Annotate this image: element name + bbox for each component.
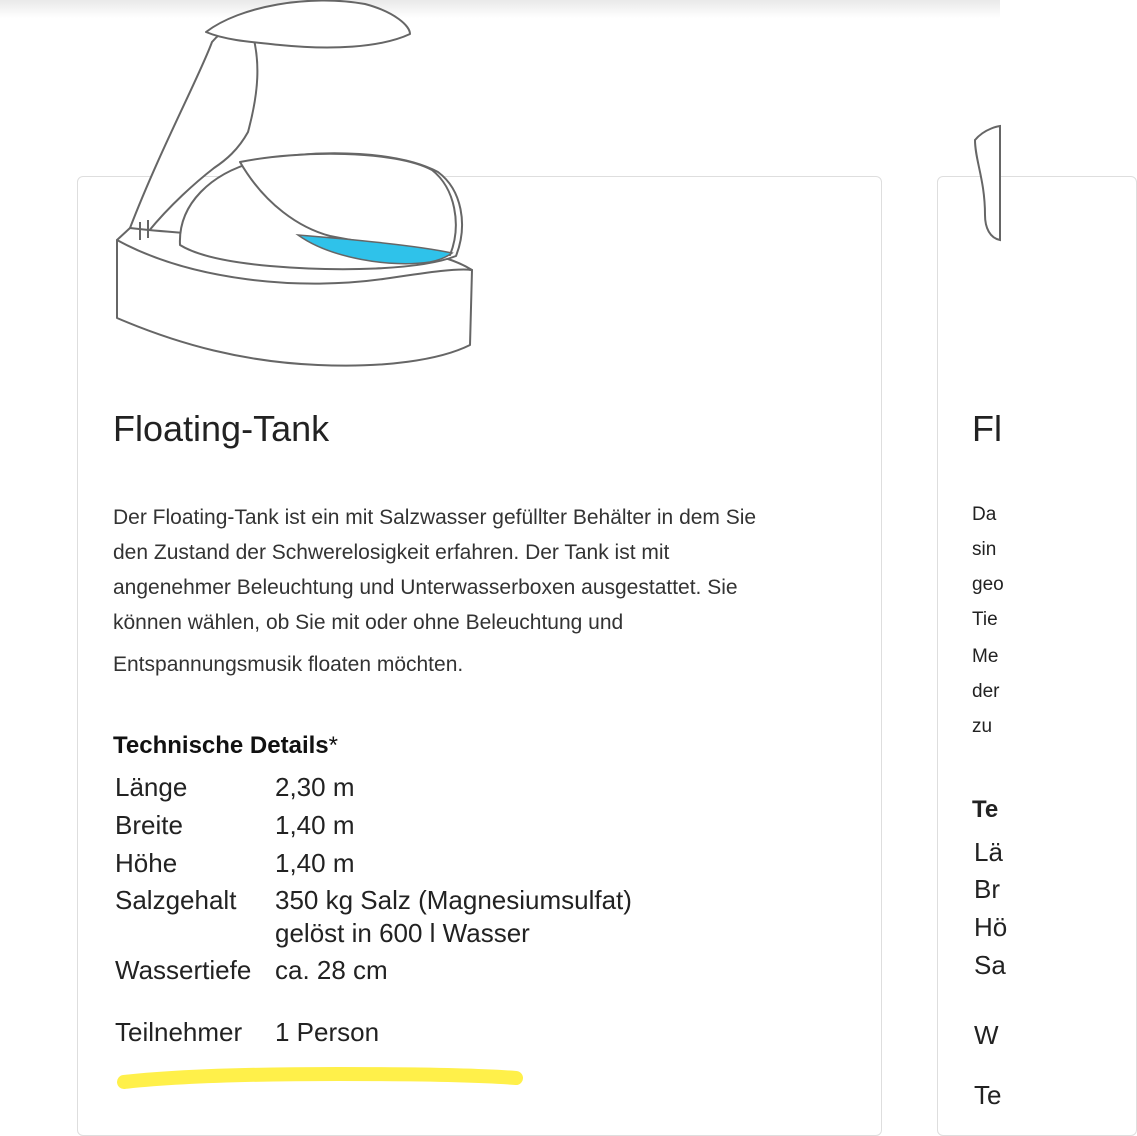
technical-details-heading-text: Technische Details (113, 732, 329, 759)
next-card-description-line: Tie (972, 609, 998, 630)
spec-label-salzgehalt: Salzgehalt (115, 885, 237, 915)
next-card-spec-label: W (974, 1020, 999, 1050)
next-card-description-line: sin (972, 539, 997, 560)
technical-details-asterisk: * (328, 732, 338, 759)
floating-tank-illustration-icon (0, 0, 1000, 400)
spec-value-laenge: 2,30 m (275, 772, 355, 802)
next-card-description-line: geo (972, 574, 1004, 595)
spec-value-teilnehmer: 1 Person (275, 1017, 380, 1047)
next-card-details-heading: Te (972, 796, 999, 823)
description-line: können wählen, ob Sie mit oder ohne Beleuchtung und (113, 611, 624, 634)
next-card-spec-label: Lä (974, 837, 1003, 867)
spec-label-breite: Breite (115, 810, 183, 840)
next-card-spec-label: Sa (974, 950, 1006, 980)
next-card-spec-label: Te (974, 1080, 1002, 1110)
spec-label-hoehe: Höhe (115, 848, 178, 878)
next-card-description-line: der (972, 681, 1000, 702)
spec-label-teilnehmer: Teilnehmer (115, 1017, 243, 1047)
next-card-description-line: Me (972, 646, 999, 667)
next-card-spec-label: Hö (974, 912, 1008, 942)
description-line: angenehmer Beleuchtung und Unterwasserboxen ausgestattet. Sie (113, 576, 738, 599)
next-card-title: Fl (972, 408, 1002, 449)
highlighter-mark (118, 1068, 524, 1090)
spec-value-salzgehalt: 350 kg Salz (Magnesiumsulfat) (275, 885, 632, 915)
card-title: Floating-Tank (113, 408, 330, 449)
next-card-description-line: zu (972, 716, 993, 737)
description-line: den Zustand der Schwerelosigkeit erfahren. Der Tank ist mit (113, 541, 670, 564)
spec-value-salzgehalt-line2: gelöst in 600 l Wasser (275, 918, 530, 948)
spec-label-laenge: Länge (115, 772, 188, 802)
description-line: Der Floating-Tank ist ein mit Salzwasser gefüllter Behälter in dem Sie (113, 506, 757, 529)
spec-value-hoehe: 1,40 m (275, 848, 355, 878)
next-card-description-line: Da (972, 504, 997, 525)
technical-details-heading (113, 732, 338, 760)
spec-value-breite: 1,40 m (275, 810, 355, 840)
spec-label-wassertiefe: Wassertiefe (115, 955, 252, 985)
description-line: Entspannungsmusik floaten möchten. (113, 653, 464, 676)
next-card-spec-label: Br (974, 874, 1000, 904)
spec-value-wassertiefe: ca. 28 cm (275, 955, 388, 985)
